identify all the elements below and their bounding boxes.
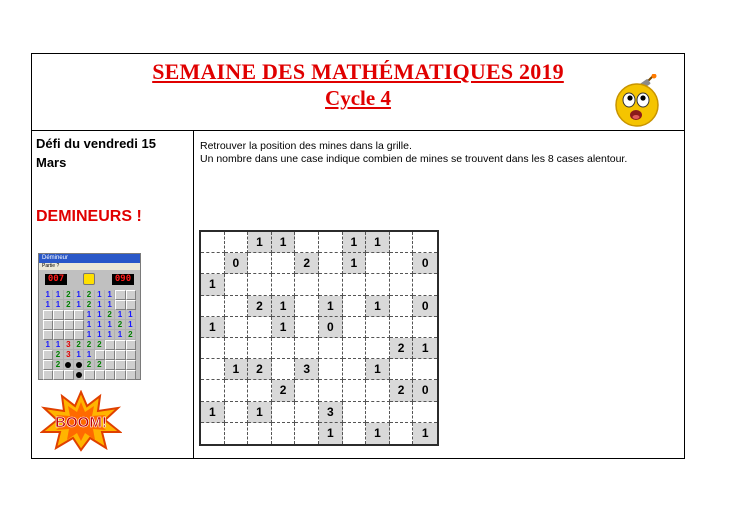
minesweeper-cell <box>53 320 63 330</box>
minesweeper-cell <box>84 370 94 380</box>
grid-cell[interactable] <box>413 232 437 253</box>
grid-cell[interactable] <box>390 423 414 444</box>
minesweeper-cell: 1 <box>95 290 105 300</box>
minesweeper-cell <box>43 370 53 380</box>
puzzle-grid <box>201 232 437 444</box>
game-name: DEMINEURS ! <box>36 208 142 225</box>
minesweeper-cell <box>126 290 136 300</box>
minesweeper-cell <box>126 370 136 380</box>
minesweeper-cell <box>126 360 136 370</box>
grid-cell[interactable] <box>295 296 319 317</box>
minesweeper-cell <box>64 320 74 330</box>
minesweeper-cell: 1 <box>43 300 53 310</box>
minesweeper-cell: 1 <box>105 330 115 340</box>
minesweeper-cell <box>43 310 53 320</box>
minesweeper-cell <box>43 330 53 340</box>
minesweeper-cell <box>95 370 105 380</box>
grid-cell[interactable] <box>201 380 225 401</box>
minesweeper-cell: 1 <box>105 320 115 330</box>
grid-cell[interactable]: 1 <box>272 317 296 338</box>
mines-counter: 007 <box>45 274 67 285</box>
grid-cell[interactable] <box>366 253 390 274</box>
minesweeper-cell: 2 <box>74 340 84 350</box>
minesweeper-cell: 3 <box>64 340 74 350</box>
grid-cell[interactable]: 1 <box>201 402 225 423</box>
grid-cell[interactable]: 0 <box>319 317 343 338</box>
grid-cell[interactable] <box>366 274 390 295</box>
minesweeper-screenshot <box>38 253 141 380</box>
window-title: Démineur <box>39 254 140 263</box>
right-column <box>194 130 684 458</box>
grid-cell[interactable] <box>295 317 319 338</box>
page-subtitle: Cycle 4 <box>325 86 391 110</box>
minesweeper-cell <box>105 340 115 350</box>
minesweeper-cell <box>53 330 63 340</box>
smiley-icon <box>83 273 95 285</box>
minesweeper-cell: 1 <box>95 320 105 330</box>
minesweeper-cell <box>115 340 125 350</box>
grid-cell[interactable] <box>248 380 272 401</box>
minesweeper-cell <box>64 330 74 340</box>
grid-cell[interactable] <box>319 380 343 401</box>
grid-cell[interactable] <box>366 317 390 338</box>
minesweeper-cell: 1 <box>84 350 94 360</box>
grid-cell[interactable]: 2 <box>390 380 414 401</box>
minesweeper-cell <box>105 350 115 360</box>
bomb-face-icon <box>609 74 665 130</box>
header-row <box>32 54 684 131</box>
minesweeper-cell: 1 <box>126 320 136 330</box>
grid-cell[interactable]: 0 <box>413 296 437 317</box>
mine-icon <box>64 360 74 370</box>
grid-cell[interactable] <box>343 380 367 401</box>
minesweeper-cell: 1 <box>105 290 115 300</box>
minesweeper-cell <box>126 300 136 310</box>
minesweeper-cell: 1 <box>74 290 84 300</box>
minesweeper-cell: 2 <box>126 330 136 340</box>
minesweeper-cell: 1 <box>53 290 63 300</box>
grid-cell[interactable] <box>225 274 249 295</box>
grid-cell[interactable] <box>343 359 367 380</box>
grid-cell[interactable]: 1 <box>366 232 390 253</box>
grid-cell[interactable] <box>366 380 390 401</box>
minesweeper-cell: 2 <box>84 360 94 370</box>
grid-cell[interactable] <box>343 402 367 423</box>
grid-cell[interactable]: 3 <box>295 359 319 380</box>
minesweeper-cell <box>115 350 125 360</box>
grid-cell[interactable] <box>201 232 225 253</box>
grid-cell[interactable]: 1 <box>343 253 367 274</box>
grid-cell[interactable] <box>390 232 414 253</box>
grid-cell[interactable] <box>201 296 225 317</box>
grid-cell[interactable] <box>248 274 272 295</box>
minesweeper-cell: 2 <box>84 290 94 300</box>
grid-cell[interactable] <box>366 338 390 359</box>
minesweeper-cell: 1 <box>105 300 115 310</box>
grid-cell[interactable]: 3 <box>319 402 343 423</box>
grid-cell[interactable] <box>201 359 225 380</box>
grid-cell[interactable] <box>272 253 296 274</box>
grid-cell[interactable] <box>390 402 414 423</box>
minesweeper-cell: 1 <box>53 300 63 310</box>
challenge-date: Défi du vendredi 15 Mars <box>36 136 156 170</box>
grid-cell[interactable] <box>248 317 272 338</box>
grid-cell[interactable]: 2 <box>248 296 272 317</box>
minesweeper-cell: 1 <box>84 310 94 320</box>
grid-cell[interactable] <box>272 402 296 423</box>
minesweeper-cell <box>105 360 115 370</box>
grid-cell[interactable] <box>390 274 414 295</box>
page-title: SEMAINE DES MATHÉMATIQUES 2019 <box>152 59 564 84</box>
grid-cell[interactable] <box>201 423 225 444</box>
minesweeper-cell: 1 <box>84 330 94 340</box>
grid-cell[interactable] <box>295 423 319 444</box>
instruction-line-2: Un nombre dans une case indique combien de mines se trouvent dans les 8 cases alentour. <box>200 152 628 165</box>
boom-text: BOOM! <box>55 414 107 431</box>
grid-cell[interactable]: 0 <box>225 253 249 274</box>
grid-cell[interactable]: 1 <box>413 423 437 444</box>
minesweeper-cell <box>126 340 136 350</box>
grid-cell[interactable] <box>390 253 414 274</box>
grid-cell[interactable] <box>225 296 249 317</box>
grid-cell[interactable] <box>343 317 367 338</box>
grid-cell[interactable]: 1 <box>366 423 390 444</box>
grid-cell[interactable] <box>390 359 414 380</box>
grid-cell[interactable]: 2 <box>295 253 319 274</box>
minesweeper-cell: 2 <box>95 360 105 370</box>
grid-cell[interactable] <box>390 296 414 317</box>
grid-cell[interactable] <box>295 232 319 253</box>
mine-icon <box>74 360 84 370</box>
grid-cell[interactable] <box>272 423 296 444</box>
grid-cell[interactable]: 1 <box>201 317 225 338</box>
boom-explosion-icon <box>40 390 122 452</box>
minesweeper-board <box>43 290 136 380</box>
grid-cell[interactable]: 1 <box>248 232 272 253</box>
minesweeper-cell: 2 <box>53 360 63 370</box>
minesweeper-cell: 2 <box>84 340 94 350</box>
minesweeper-cell <box>95 350 105 360</box>
minesweeper-cell <box>74 330 84 340</box>
grid-cell[interactable] <box>272 338 296 359</box>
minesweeper-cell <box>115 370 125 380</box>
grid-cell[interactable]: 1 <box>366 359 390 380</box>
grid-cell[interactable] <box>248 338 272 359</box>
minesweeper-cell <box>115 360 125 370</box>
grid-cell[interactable]: 0 <box>413 380 437 401</box>
minesweeper-cell <box>126 350 136 360</box>
grid-cell[interactable]: 1 <box>319 423 343 444</box>
grid-cell[interactable] <box>225 338 249 359</box>
minesweeper-cell: 2 <box>95 340 105 350</box>
minesweeper-cell <box>43 360 53 370</box>
grid-cell[interactable] <box>413 359 437 380</box>
minesweeper-cell: 2 <box>53 350 63 360</box>
grid-cell[interactable]: 1 <box>366 296 390 317</box>
minesweeper-cell <box>115 290 125 300</box>
minesweeper-cell: 1 <box>95 300 105 310</box>
grid-cell[interactable]: 1 <box>201 274 225 295</box>
minesweeper-cell: 1 <box>115 310 125 320</box>
minesweeper-cell <box>64 370 74 380</box>
grid-cell[interactable]: 1 <box>248 402 272 423</box>
grid-cell[interactable]: 1 <box>413 338 437 359</box>
minesweeper-cell <box>64 310 74 320</box>
minesweeper-cell: 2 <box>84 300 94 310</box>
grid-cell[interactable] <box>413 402 437 423</box>
grid-cell[interactable] <box>390 317 414 338</box>
minesweeper-cell: 2 <box>115 320 125 330</box>
minesweeper-cell: 2 <box>64 290 74 300</box>
minesweeper-cell: 1 <box>53 340 63 350</box>
grid-cell[interactable] <box>295 338 319 359</box>
grid-cell[interactable]: 2 <box>248 359 272 380</box>
grid-cell[interactable]: 1 <box>272 232 296 253</box>
minesweeper-cell: 3 <box>64 350 74 360</box>
grid-cell[interactable] <box>366 402 390 423</box>
grid-cell[interactable]: 1 <box>319 296 343 317</box>
grid-cell[interactable] <box>295 274 319 295</box>
worksheet-frame <box>31 53 685 459</box>
grid-cell[interactable] <box>295 402 319 423</box>
minesweeper-cell <box>53 370 63 380</box>
minesweeper-cell: 2 <box>105 310 115 320</box>
grid-cell[interactable] <box>295 380 319 401</box>
minesweeper-cell: 1 <box>126 310 136 320</box>
grid-cell[interactable] <box>225 423 249 444</box>
minesweeper-cell <box>115 300 125 310</box>
minesweeper-cell <box>43 320 53 330</box>
grid-cell[interactable] <box>343 274 367 295</box>
grid-cell[interactable] <box>225 380 249 401</box>
minesweeper-cell <box>74 320 84 330</box>
instruction-line-1: Retrouver la position des mines dans la grille. <box>200 140 412 152</box>
minesweeper-cell: 1 <box>74 300 84 310</box>
grid-cell[interactable] <box>343 423 367 444</box>
minesweeper-cell <box>43 350 53 360</box>
grid-cell[interactable] <box>319 232 343 253</box>
grid-cell[interactable] <box>319 253 343 274</box>
mine-icon <box>74 370 84 380</box>
minesweeper-cell <box>105 370 115 380</box>
grid-cell[interactable] <box>319 274 343 295</box>
grid-cell[interactable] <box>248 253 272 274</box>
minesweeper-cell <box>74 310 84 320</box>
minesweeper-cell: 1 <box>115 330 125 340</box>
window-menu: Partie ? <box>39 263 140 270</box>
grid-cell[interactable] <box>272 359 296 380</box>
grid-cell[interactable] <box>201 253 225 274</box>
minesweeper-cell: 1 <box>84 320 94 330</box>
grid-cell[interactable] <box>201 338 225 359</box>
minesweeper-cell <box>53 310 63 320</box>
grid-cell[interactable]: 0 <box>413 253 437 274</box>
grid-cell[interactable] <box>319 338 343 359</box>
grid-cell[interactable]: 2 <box>390 338 414 359</box>
minesweeper-cell: 1 <box>95 310 105 320</box>
grid-cell[interactable]: 1 <box>272 296 296 317</box>
minesweeper-cell: 1 <box>95 330 105 340</box>
grid-cell[interactable] <box>413 274 437 295</box>
instructions <box>200 140 670 165</box>
grid-cell[interactable] <box>319 359 343 380</box>
minesweeper-cell: 2 <box>64 300 74 310</box>
grid-cell[interactable] <box>343 296 367 317</box>
grid-cell[interactable] <box>272 274 296 295</box>
status-bar <box>43 273 136 287</box>
grid-cell[interactable] <box>343 338 367 359</box>
grid-cell[interactable]: 1 <box>343 232 367 253</box>
timer: 090 <box>112 274 134 285</box>
grid-cell[interactable] <box>225 232 249 253</box>
grid-cell[interactable] <box>225 317 249 338</box>
grid-cell[interactable]: 2 <box>272 380 296 401</box>
minesweeper-cell: 1 <box>43 340 53 350</box>
puzzle-grid-frame <box>199 230 439 446</box>
grid-cell[interactable] <box>413 317 437 338</box>
minesweeper-cell: 1 <box>74 350 84 360</box>
grid-cell[interactable] <box>248 423 272 444</box>
left-column <box>32 130 194 458</box>
grid-cell[interactable] <box>225 402 249 423</box>
minesweeper-cell: 1 <box>43 290 53 300</box>
grid-cell[interactable]: 1 <box>225 359 249 380</box>
